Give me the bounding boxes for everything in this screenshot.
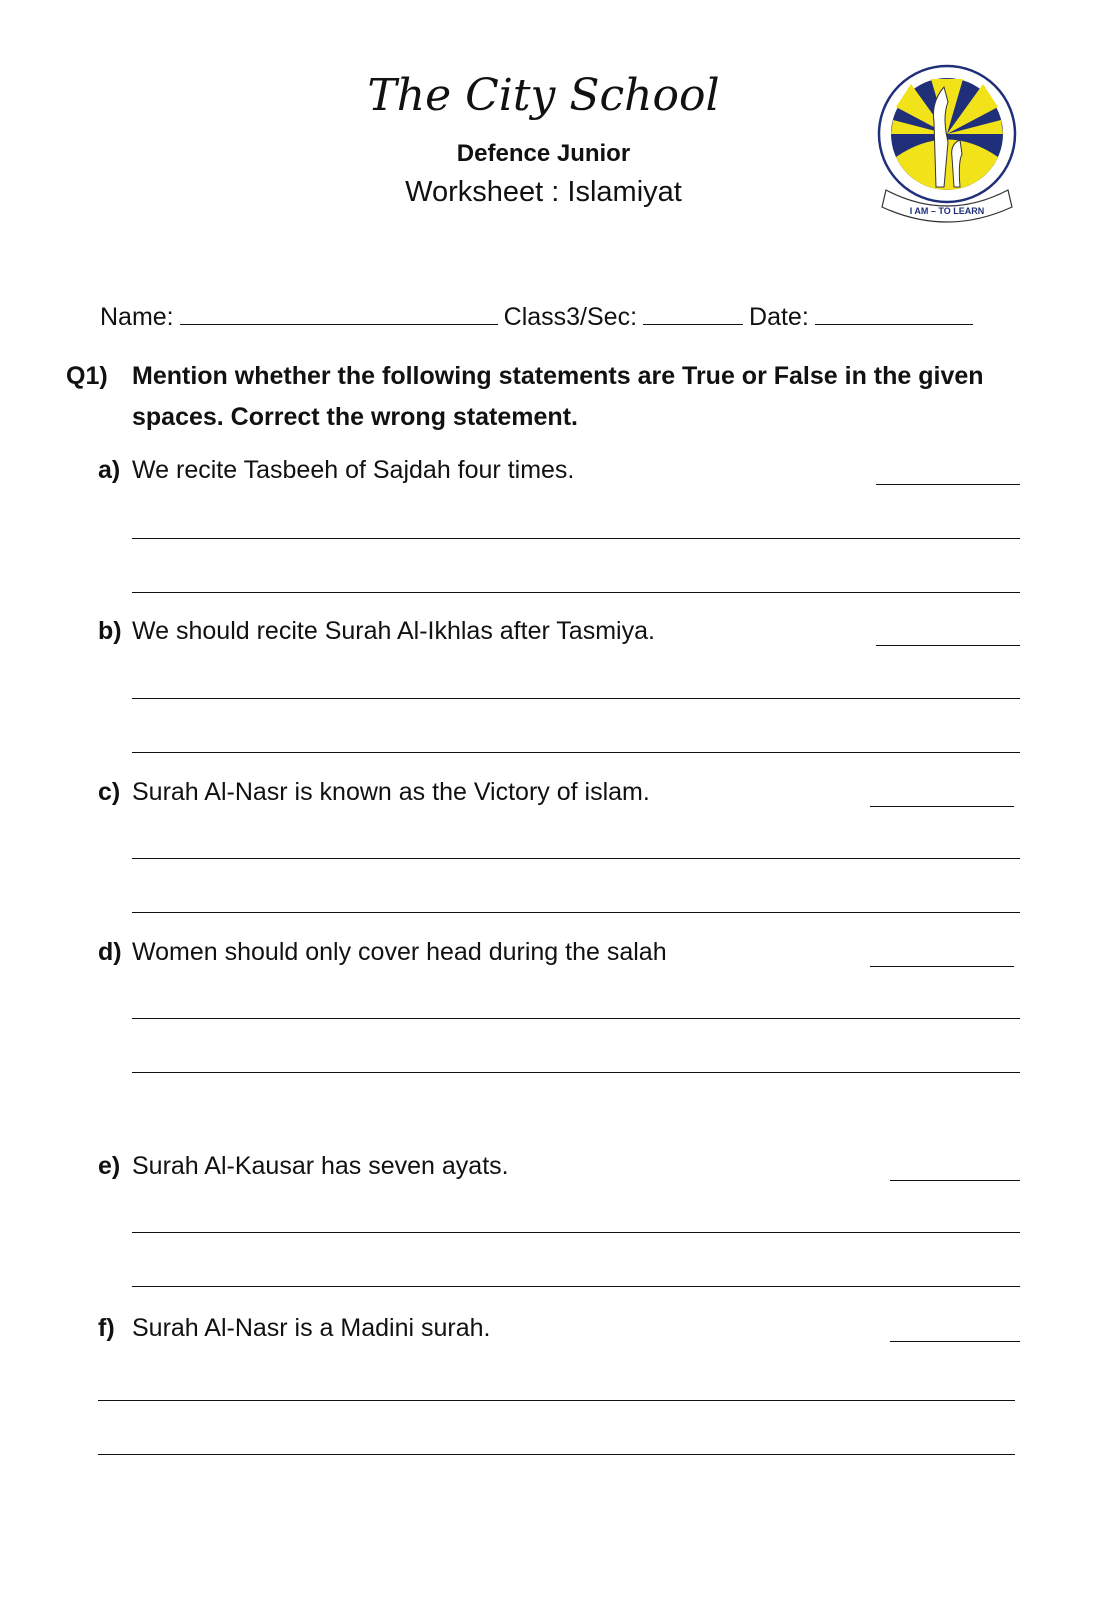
statement-text: Surah Al-Nasr is a Madini surah. (132, 1314, 491, 1342)
statement-text: Surah Al-Nasr is known as the Victory of islam. (132, 778, 650, 806)
correction-line[interactable] (132, 1072, 1020, 1073)
class-section-field[interactable] (643, 300, 743, 325)
question-text: Mention whether the following statements are True or False in the given spaces. Correct the wrong statement. (132, 362, 984, 431)
statement-c (98, 778, 650, 807)
correction-line[interactable] (132, 858, 1020, 859)
statement-d (98, 938, 667, 967)
correction-line[interactable] (132, 1232, 1020, 1233)
correction-line[interactable] (132, 912, 1020, 913)
name-field[interactable] (180, 300, 498, 325)
true-false-blank-e[interactable] (890, 1180, 1020, 1181)
student-info-row (100, 300, 979, 332)
true-false-blank-a[interactable] (876, 484, 1020, 485)
correction-line[interactable] (98, 1454, 1015, 1455)
statement-a (98, 456, 574, 485)
correction-line[interactable] (132, 1018, 1020, 1019)
true-false-blank-c[interactable] (870, 806, 1014, 807)
statement-e (98, 1152, 509, 1181)
correction-line[interactable] (132, 698, 1020, 699)
worksheet-title-text: Worksheet : Islamiyat (405, 176, 682, 208)
correction-line[interactable] (132, 1286, 1020, 1287)
correction-line[interactable] (132, 592, 1020, 593)
statement-text: We should recite Surah Al-Ikhlas after Tasmiya. (132, 617, 655, 645)
statement-letter: f) (98, 1314, 115, 1342)
statement-letter: a) (98, 456, 121, 484)
date-field[interactable] (815, 300, 973, 325)
statement-text: Women should only cover head during the salah (132, 938, 667, 966)
question-number: Q1) (66, 362, 108, 390)
statement-letter: c) (98, 778, 121, 806)
correction-line[interactable] (98, 1400, 1015, 1401)
statement-b (98, 617, 655, 646)
statement-letter: e) (98, 1152, 121, 1180)
school-logo-icon (876, 62, 1026, 232)
correction-line[interactable] (132, 752, 1020, 753)
statement-text: Surah Al-Kausar has seven ayats. (132, 1152, 509, 1180)
name-label: Name: (100, 303, 174, 331)
branch-name-text: Defence Junior (456, 140, 631, 167)
date-label: Date: (749, 303, 809, 331)
correction-line[interactable] (132, 538, 1020, 539)
class-label: Class3/Sec: (503, 303, 638, 331)
true-false-blank-f[interactable] (890, 1341, 1020, 1342)
true-false-blank-b[interactable] (876, 645, 1020, 646)
statement-f (98, 1314, 490, 1343)
school-name-text: The City School (367, 70, 720, 121)
statement-letter: d) (98, 938, 122, 966)
logo-motto: I AM – TO LEARN (909, 206, 985, 216)
statement-letter: b) (98, 617, 122, 645)
true-false-blank-d[interactable] (870, 966, 1014, 967)
statement-text: We recite Tasbeeh of Sajdah four times. (132, 456, 575, 484)
